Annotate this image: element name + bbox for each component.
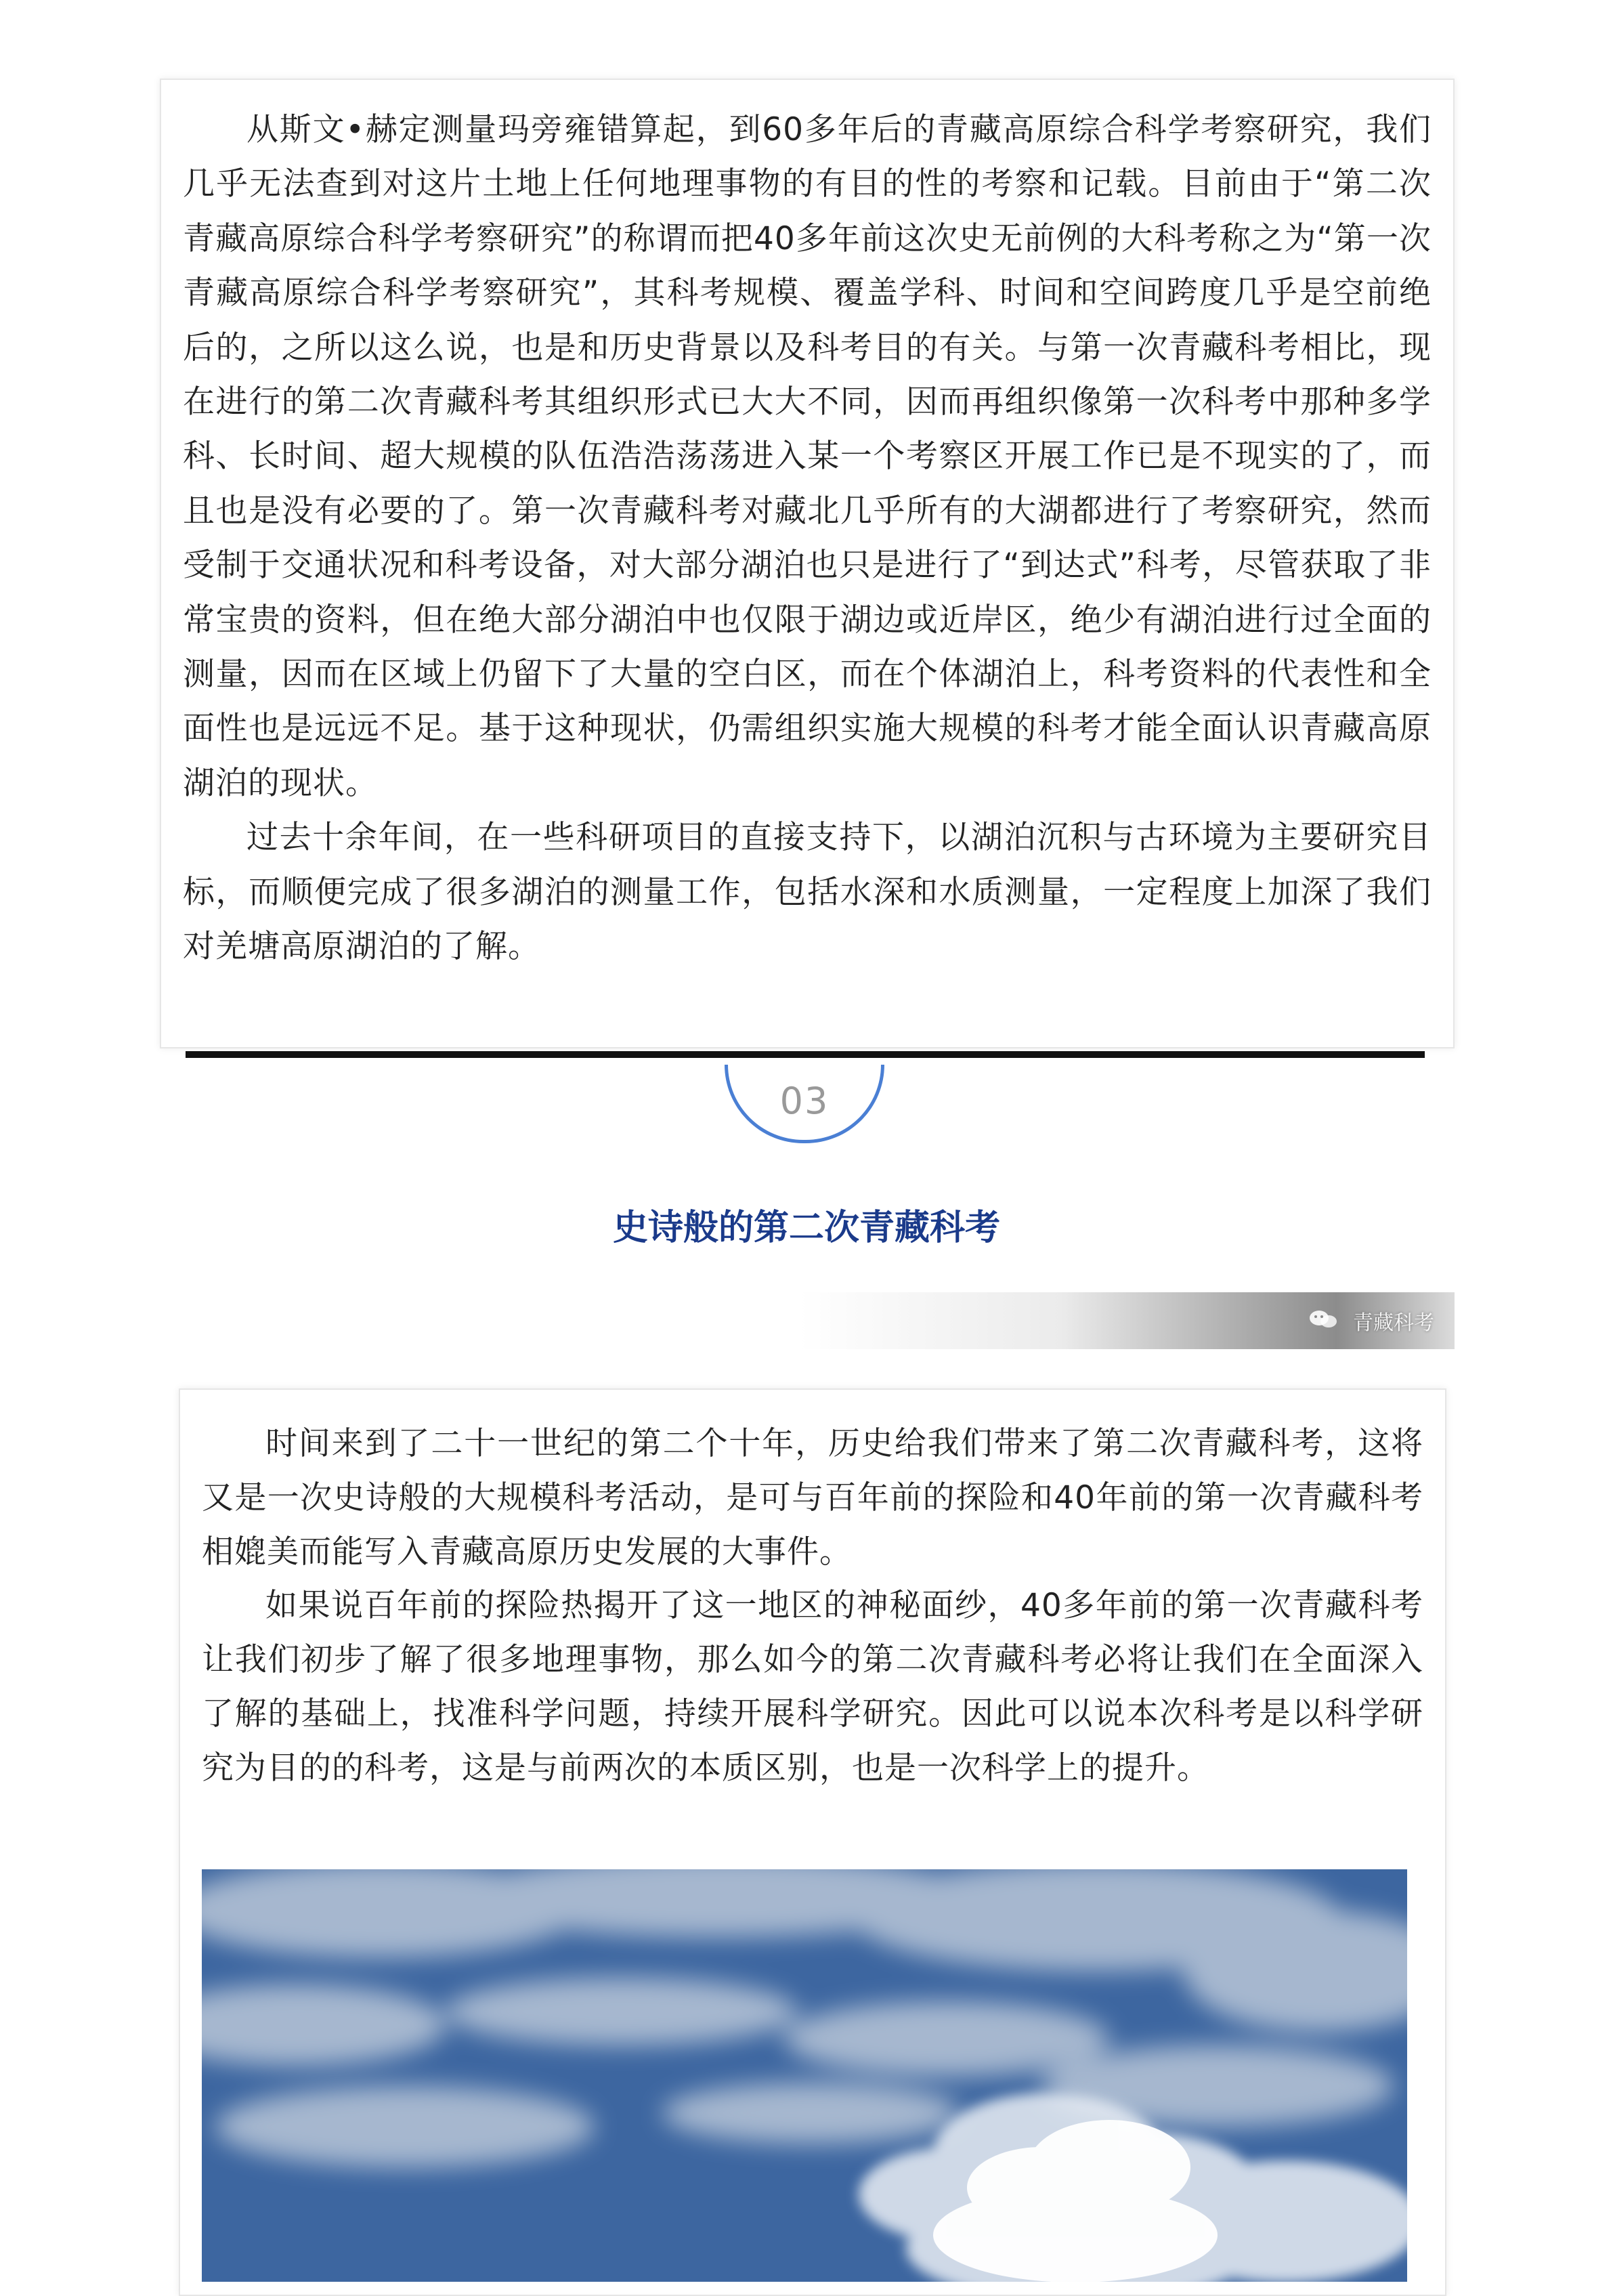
paragraph: 从斯文•赫定测量玛旁雍错算起，到60多年后的青藏高原综合科学考察研究，我们几乎无法查到对这片土地上任何地理事物的有目的性的考察和记载。目前由于“第二次青藏高原综合科学考察研究”的称谓而把40多年前这次史无前例的大科考称之为“第一次青藏高原综合科学考察研究”，其科考规模、覆盖学科、时间和空间跨度几乎是空前绝后的，之所以这么说，也是和历史背景以及科考目的有关。与第一次青藏科考相比，现在进行的第二次青藏科考其组织形式已大大不同，因而再组织像第一次科考中那种多学科、长时间、超大规模的队伍浩浩荡荡进入某一个考察区开展工作已是不现实的了，而且也是没有必要的了。第一次青藏科考对藏北几乎所有的大湖都进行了考察研究，然而受制于交通状况和科考设备，对大部分湖泊也只是进行了“到达式”科考，尽管获取了非常宝贵的资料，但在绝大部分湖泊中也仅限于湖边或近岸区，绝少有湖泊进行过全面的测量，因而在区域上仍留下了大量的空白区，而在个体湖泊上，科考资料的代表性和全面性也是远远不足。基于这种现状，仍需组织实施大规模的科考才能全面认识青藏高原湖泊的现状。 <box>183 111 1432 802</box>
watermark-band <box>799 1292 1455 1349</box>
paragraph: 过去十余年间，在一些科研项目的直接支持下，以湖泊沉积与古环境为主要研究目标，而顺便完成了很多湖泊的测量工作，包括水深和水质测量，一定程度上加深了我们对羌塘高原湖泊的了解。 <box>183 819 1432 966</box>
article-card-top <box>160 79 1455 1048</box>
section-number: 03 <box>779 1080 830 1122</box>
paragraph: 如果说百年前的探险热揭开了这一地区的神秘面纱，40多年前的第一次青藏科考让我们初步了解了很多地理事物，那么如今的第二次青藏科考必将让我们在全面深入了解的基础上，找准科学问题，持续开展科学研究。因此可以说本次科考是以科学研究为目的的科考，这是与前两次的本质区别，也是一次科学上的提升。 <box>202 1587 1423 1787</box>
wechat-icon <box>1308 1309 1338 1330</box>
section-divider <box>186 1051 1425 1058</box>
sky-photo <box>202 1869 1407 2282</box>
paragraph: 时间来到了二十一世纪的第二个十年，历史给我们带来了第二次青藏科考，这将又是一次史诗般的大规模科考活动，是可与百年前的探险和40年前的第一次青藏科考相媲美而能写入青藏高原历史发展的大事件。 <box>202 1425 1423 1571</box>
watermark-text: 青藏科考 <box>1353 1311 1434 1335</box>
section-number-badge <box>725 1065 884 1143</box>
cloud-illustration <box>202 1869 1407 2282</box>
section-title: 史诗般的第二次青藏科考 <box>612 1208 1000 1248</box>
